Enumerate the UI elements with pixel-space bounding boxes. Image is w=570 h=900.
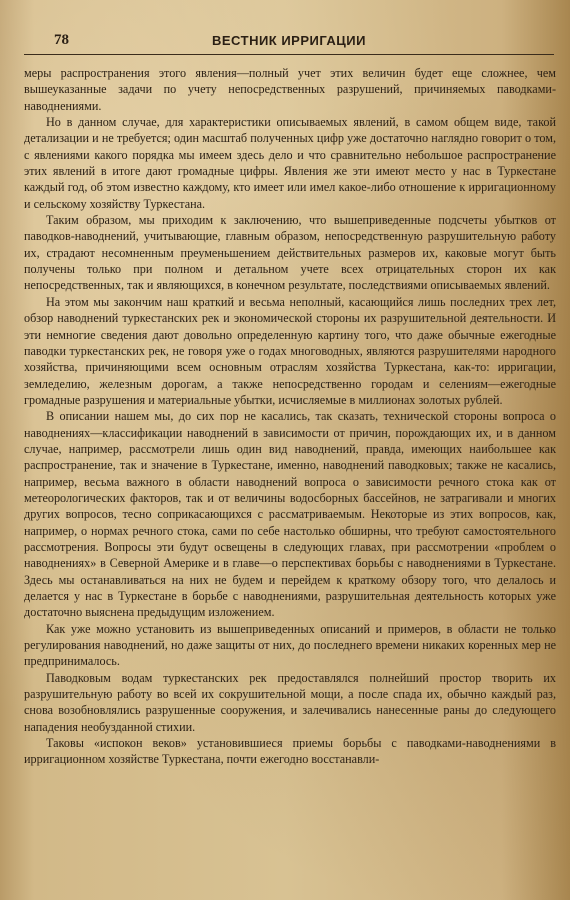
paragraph: На этом мы закончим наш краткий и весьма неполный, касающийся лишь последних трех лет, обзор наводнений туркестанских рек и экономической стороны их разрушительной деятельности. И эти немногие сведения дают довольно определенную картину того, что даже обычные ежегодные паводки туркестанских рек, не говоря уже о годах многоводных, являются разрушителями народного хозяйства, причиняющими всем основным отраслям хозяйства Туркестана, как-то: ирригации, земледелию, железным дорогам, а также непосредственно городам и селениям—ежегодные громадные разрушения и материальные убытки, исчисляемые в миллионах золотых рублей. — [24, 294, 556, 407]
paragraph: Таковы «испокон веков» установившиеся приемы борьбы с паводками-наводнениями в ирригационном хозяйстве Туркестана, почти ежегодно восстанавли- — [24, 736, 556, 767]
paragraph: В описании нашем мы, до сих пор не касались, так сказать, технической стороны вопроса о наводнениях—классификации наводнений в зависимости от причин, порождающих их, и в данном случае, например, рассмотрели лишь один вид наводнений, правда, имеющих наибольшее как распространение, так и значение в Туркестане, именно, наводнений паводковых; также не касались, например, весьма важного в области наводнений вопроса о зависимости речного стока как от метеорологических факторов, так и от величины водосборных бассейнов, не затрагивали и многих других вопросов, тесно соприкасающихся с рассматриваемым. Некоторые из этих вопросов, как, например, о нормах речного стока, сами по себе настолько обширны, что требуют самостоятельного рассмотрения. Вопросы эти будут освещены в следующих главах, при рассмотрении «проблем о наводнениях» в Северной Америке и в главе—о перспективах борьбы с наводнениями в Туркестане. Здесь мы останавливаться на них не будем и перейдем к краткому обзору того, что делалось и делается у нас в Туркестане в борьбе с наводнениями, разрушительная деятельность которых уже достаточно выяснена предыдущим изложением. — [24, 409, 556, 620]
paragraph: меры распространения этого явления—полный учет этих величин будет еще сложнее, чем вышеуказанные задачи по учету непосредственных разрушений, причиняемых паводками-наводнениями. — [24, 66, 556, 113]
page-number: 78 — [54, 32, 69, 48]
page-header — [24, 30, 554, 55]
paragraph: Паводковым водам туркестанских рек предоставлялся полнейший простор творить их разрушительную работу во всей их сокрушительной мощи, а после спада их, обычно каждый раз, снова возобновлялись разрушенные сооружения, и залечивались нанесенные раны до следующего нападения необузданной стихии. — [24, 670, 556, 734]
body-text — [24, 65, 556, 768]
paragraph: Таким образом, мы приходим к заключению, что вышеприведенные подсчеты убытков от паводков-наводнений, учитывающие, главным образом, непосредственную разрушительную работу их, страдают несомненным преуменьшением действительных размеров их, каковые могут быть получены только при полном и детальном учете всех отрицательных сторон их как непосредственных, так и являющихся, в конечном результате, последствиями описываемых явлений. — [24, 213, 556, 293]
journal-title: ВЕСТНИК ИРРИГАЦИИ — [212, 33, 366, 48]
paragraph: Но в данном случае, для характеристики описываемых явлений, в самом общем виде, такой детализации и не требуется; один масштаб полученных цифр уже достаточно наглядно говорит о том, с явлениями какого порядка мы имеем здесь дело и что сравнительно небольшое распространение этих явлений в итоге дают громадные цифры. Явления же эти имеют место у нас в Туркестане каждый год, об этом известно каждому, кто имеет или имел какое-либо отношение к ирригационному и сельскому хозяйству Туркестана. — [24, 115, 556, 211]
paragraph: Как уже можно установить из вышеприведенных описаний и примеров, в области не только регулирования наводнений, но даже защиты от них, до последнего времени никаких коренных мер не предпринималось. — [24, 621, 556, 669]
